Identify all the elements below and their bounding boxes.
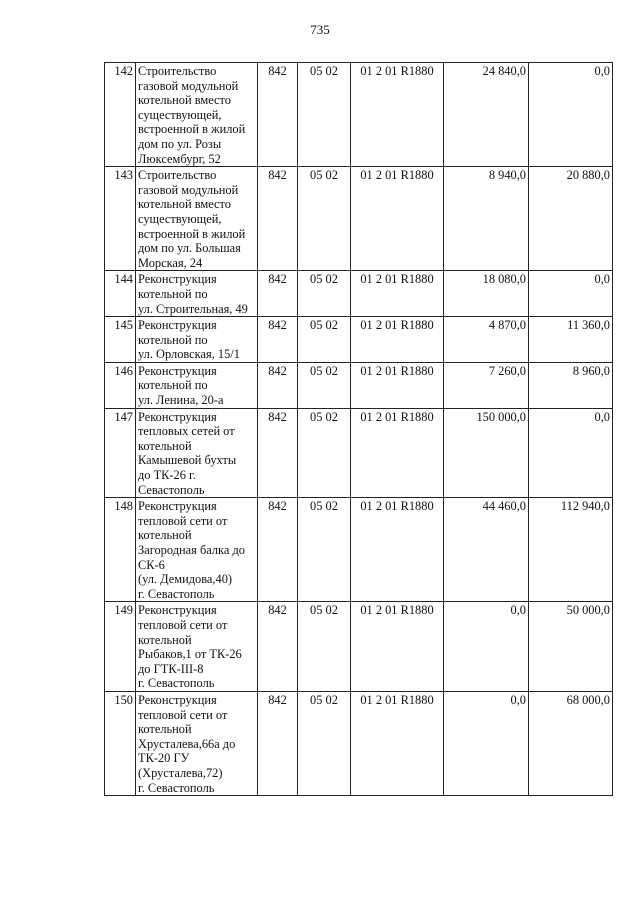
object-name-line: ул. Строительная, 49 <box>138 301 248 316</box>
object-name-line: Рыбаков,1 от ТК-26 <box>138 647 242 662</box>
table-row <box>105 271 613 317</box>
object-name-line: СК-6 <box>138 557 165 572</box>
section-code-cell: 05 02 <box>298 167 351 271</box>
table-row <box>105 408 613 498</box>
object-name-cell <box>136 498 258 602</box>
object-name-line: Камышевой бухты <box>138 453 237 468</box>
amount-second-cell: 0,0 <box>529 408 613 498</box>
table-row <box>105 63 613 167</box>
object-name-line: г. Севастополь <box>138 780 215 795</box>
department-code-cell: 842 <box>258 408 298 498</box>
amount-second-cell: 68 000,0 <box>529 691 613 795</box>
object-name-line: ТК-20 ГУ <box>138 751 190 766</box>
amount-first-cell: 18 080,0 <box>444 271 529 317</box>
amount-second-cell: 112 940,0 <box>529 498 613 602</box>
section-code-cell: 05 02 <box>298 408 351 498</box>
amount-first-cell: 0,0 <box>444 691 529 795</box>
object-name-line: Реконструкция <box>138 499 217 514</box>
object-name-line: г. Севастополь <box>138 586 215 601</box>
object-name-line: котельной <box>138 438 192 453</box>
amount-second-cell: 20 880,0 <box>529 167 613 271</box>
section-code-cell: 05 02 <box>298 498 351 602</box>
object-name-line: Реконструкция <box>138 692 217 707</box>
target-article-cell: 01 2 01 R1880 <box>351 271 444 317</box>
table-row <box>105 317 613 363</box>
department-code-cell: 842 <box>258 317 298 363</box>
department-code-cell: 842 <box>258 362 298 408</box>
amount-first-cell: 0,0 <box>444 602 529 692</box>
row-number-cell: 145 <box>105 317 136 363</box>
object-name-line: Люксембург, 52 <box>138 151 221 166</box>
target-article-cell: 01 2 01 R1880 <box>351 362 444 408</box>
object-name-line: газовой модульной <box>138 182 239 197</box>
table-body <box>105 63 613 796</box>
object-name-line: существующей, <box>138 211 222 226</box>
amount-first-cell: 24 840,0 <box>444 63 529 167</box>
row-number-cell: 143 <box>105 167 136 271</box>
section-code-cell: 05 02 <box>298 63 351 167</box>
object-name-line: Строительство <box>138 64 217 78</box>
row-number-cell: 150 <box>105 691 136 795</box>
department-code-cell: 842 <box>258 271 298 317</box>
amount-second-cell: 50 000,0 <box>529 602 613 692</box>
amount-second-cell: 8 960,0 <box>529 362 613 408</box>
row-number-cell: 148 <box>105 498 136 602</box>
object-name-cell <box>136 317 258 363</box>
target-article-cell: 01 2 01 R1880 <box>351 167 444 271</box>
row-number-cell: 146 <box>105 362 136 408</box>
object-name-line: котельной <box>138 722 192 737</box>
target-article-cell: 01 2 01 R1880 <box>351 63 444 167</box>
object-name-line: Загородная балка до <box>138 543 245 557</box>
section-code-cell: 05 02 <box>298 362 351 408</box>
object-name-line: котельной вместо <box>138 93 231 108</box>
object-name-line: котельной <box>138 528 192 543</box>
amount-second-cell: 11 360,0 <box>529 317 613 363</box>
row-number-cell: 149 <box>105 602 136 692</box>
object-name-line: (Хрусталева,72) <box>138 765 223 780</box>
object-name-line: до ГТК-III-8 <box>138 661 204 676</box>
table-row <box>105 498 613 602</box>
object-name-line: Хрусталева,66а до <box>138 736 236 751</box>
object-name-line: Строительство <box>138 168 217 183</box>
amount-first-cell: 7 260,0 <box>444 362 529 408</box>
object-name-line: Реконструкция <box>138 272 217 287</box>
row-number-cell: 142 <box>105 63 136 167</box>
row-number-cell: 147 <box>105 408 136 498</box>
target-article-cell: 01 2 01 R1880 <box>351 602 444 692</box>
table-row <box>105 362 613 408</box>
target-article-cell: 01 2 01 R1880 <box>351 317 444 363</box>
department-code-cell: 842 <box>258 602 298 692</box>
object-name-cell <box>136 271 258 317</box>
object-name-line: до ТК-26 г. <box>138 468 196 483</box>
object-name-line: котельной по <box>138 286 208 301</box>
target-article-cell: 01 2 01 R1880 <box>351 498 444 602</box>
object-name-line: Реконструкция <box>138 318 217 333</box>
object-name-line: (ул. Демидова,40) <box>138 572 233 587</box>
object-name-line: встроенной в жилой <box>138 122 246 137</box>
department-code-cell: 842 <box>258 691 298 795</box>
table-row <box>105 167 613 271</box>
object-name-line: встроенной в жилой <box>138 226 246 241</box>
section-code-cell: 05 02 <box>298 691 351 795</box>
department-code-cell: 842 <box>258 498 298 602</box>
object-name-line: Морская, 24 <box>138 255 203 270</box>
amount-first-cell: 4 870,0 <box>444 317 529 363</box>
object-name-cell <box>136 167 258 271</box>
department-code-cell: 842 <box>258 63 298 167</box>
object-name-cell <box>136 691 258 795</box>
section-code-cell: 05 02 <box>298 317 351 363</box>
object-name-cell <box>136 362 258 408</box>
table-row <box>105 691 613 795</box>
object-name-line: тепловой сети от <box>138 617 228 632</box>
amount-second-cell: 0,0 <box>529 271 613 317</box>
section-code-cell: 05 02 <box>298 602 351 692</box>
object-name-line: газовой модульной <box>138 78 239 93</box>
object-name-line: Севастополь <box>138 482 205 497</box>
object-name-line: тепловой сети от <box>138 707 228 722</box>
object-name-line: ул. Орловская, 15/1 <box>138 347 240 362</box>
budget-table <box>104 62 613 796</box>
object-name-line: котельной по <box>138 332 208 347</box>
object-name-cell <box>136 63 258 167</box>
section-code-cell: 05 02 <box>298 271 351 317</box>
amount-first-cell: 44 460,0 <box>444 498 529 602</box>
object-name-line: дом по ул. Розы <box>138 136 222 151</box>
object-name-line: Реконструкция <box>138 603 217 618</box>
target-article-cell: 01 2 01 R1880 <box>351 691 444 795</box>
page-number: 735 <box>310 22 330 37</box>
object-name-line: Реконструкция <box>138 409 217 424</box>
object-name-line: ул. Ленина, 20-а <box>138 393 224 408</box>
object-name-cell <box>136 602 258 692</box>
object-name-line: Реконструкция <box>138 363 217 378</box>
object-name-line: г. Севастополь <box>138 676 215 691</box>
object-name-line: существующей, <box>138 107 222 122</box>
amount-second-cell: 0,0 <box>529 63 613 167</box>
department-code-cell: 842 <box>258 167 298 271</box>
amount-first-cell: 150 000,0 <box>444 408 529 498</box>
object-name-line: котельной <box>138 632 192 647</box>
table-row <box>105 602 613 692</box>
object-name-line: котельной вместо <box>138 197 231 212</box>
object-name-line: дом по ул. Большая <box>138 241 241 256</box>
target-article-cell: 01 2 01 R1880 <box>351 408 444 498</box>
row-number-cell: 144 <box>105 271 136 317</box>
object-name-line: тепловых сетей от <box>138 424 235 439</box>
object-name-line: котельной по <box>138 378 208 393</box>
object-name-line: тепловой сети от <box>138 513 228 528</box>
object-name-cell <box>136 408 258 498</box>
amount-first-cell: 8 940,0 <box>444 167 529 271</box>
